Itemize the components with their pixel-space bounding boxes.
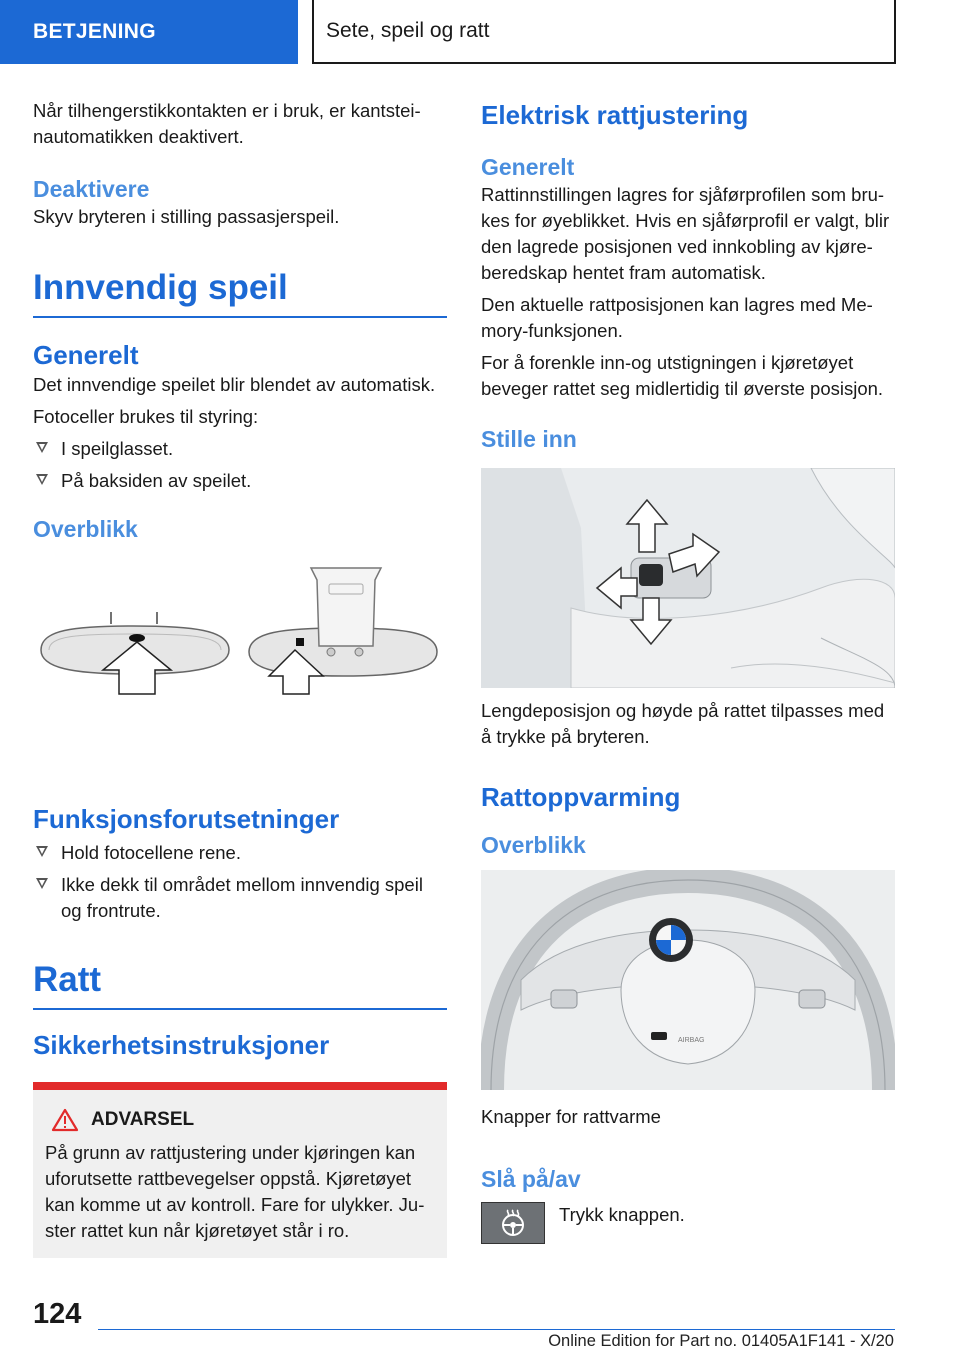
electric-adjust-heading: Elektrisk rattjustering [481, 100, 749, 130]
chapter-tab [312, 0, 896, 64]
overview-heading: Overblikk [33, 516, 138, 542]
right-column [481, 98, 895, 1244]
list-item: Hold fotocellene rene. [33, 840, 447, 866]
footer-divider [98, 1329, 895, 1330]
warning-header [45, 1108, 435, 1132]
adjust-switch-image [481, 468, 895, 688]
safety-heading: Sikkerhetsinstruksjoner [33, 1030, 330, 1060]
heating-heading: Rattoppvarming [481, 782, 681, 812]
list-item: Ikke dekk til området mellom innvendig speil og frontrute. [33, 872, 447, 924]
chapter-title: Sete, speil og ratt [326, 19, 490, 42]
deactivate-heading: Deaktivere [33, 176, 150, 202]
deactivate-text: Skyv bryteren i stilling passasjerspeil. [33, 206, 340, 227]
heating-overview-heading: Overblikk [481, 832, 586, 858]
mirror-illustration [33, 552, 447, 782]
left-column [33, 98, 447, 1258]
section-title: BETJENING [33, 20, 156, 43]
heated-steering-wheel-icon [498, 1208, 528, 1238]
triangle-bullet-icon [36, 442, 48, 453]
onoff-row [481, 1202, 895, 1244]
list-item: I speilglasset. [33, 436, 447, 462]
steering-wheel-image [481, 870, 895, 1090]
wheel-heating-button[interactable] [481, 1202, 545, 1244]
adjust-heading: Stille inn [481, 426, 577, 452]
section-tab [0, 0, 298, 64]
list-item: På baksiden av speilet. [33, 468, 447, 494]
mirror-heading: Innvendig speil [33, 266, 447, 318]
general-heading: Generelt [33, 340, 139, 370]
general-text-2: Fotoceller brukes til styring: [33, 406, 259, 427]
warning-box [33, 1082, 447, 1258]
warning-text: På grunn av rattjustering under kjøringen kan uforutsette rattbevegelser oppstå. Kjøretøyet kan komme ut av kontroll. Fare for ulykker. Juster rattet kun når kjøretøyet står i ro. [45, 1142, 425, 1241]
preconditions-heading: Funksjonsforutsetninger [33, 804, 340, 834]
triangle-bullet-icon [36, 846, 48, 857]
general-text-1: Rattinnstillingen lagres for sjåførprofilen som brukes for øyeblikket. Hvis en sjåførprofil er valgt, blir den lagrede posisjonen ved innkobling av kjøreberedskap hentet fram automatisk. [481, 184, 890, 283]
general-text-3: For å forenkle inn-og utstigningen i kjøretøyet beveger rattet seg midlertidig til øverste posisjon. [481, 352, 884, 399]
onoff-text: Trykk knappen. [559, 1204, 685, 1225]
onoff-heading: Slå på/av [481, 1166, 581, 1192]
triangle-bullet-icon [36, 474, 48, 485]
page-number: 124 [33, 1298, 82, 1330]
adjust-caption: Lengdeposisjon og høyde på rattet tilpasses med å trykke på bryteren. [481, 700, 885, 747]
general-text-1: Det innvendige speilet blir blendet av automatisk. [33, 374, 436, 395]
heating-caption: Knapper for rattvarme [481, 1106, 661, 1127]
warning-triangle-icon [51, 1108, 79, 1132]
warning-title: ADVARSEL [91, 1109, 195, 1130]
wheel-heading: Ratt [33, 958, 447, 1010]
general-heading: Generelt [481, 154, 575, 180]
intro-text: Når tilhengerstikkontakten er i bruk, er kantsteinautomatikken deaktivert. [33, 100, 421, 147]
triangle-bullet-icon [36, 878, 48, 889]
general-text-2: Den aktuelle rattposisjonen kan lagres med Memory-funksjonen. [481, 294, 873, 341]
airbag-label: AIRBAG [678, 1037, 705, 1044]
photocell-list [33, 436, 447, 494]
preconditions-list [33, 840, 447, 924]
edition-text: Online Edition for Part no. 01405A1F141 - X/20 [548, 1332, 894, 1350]
